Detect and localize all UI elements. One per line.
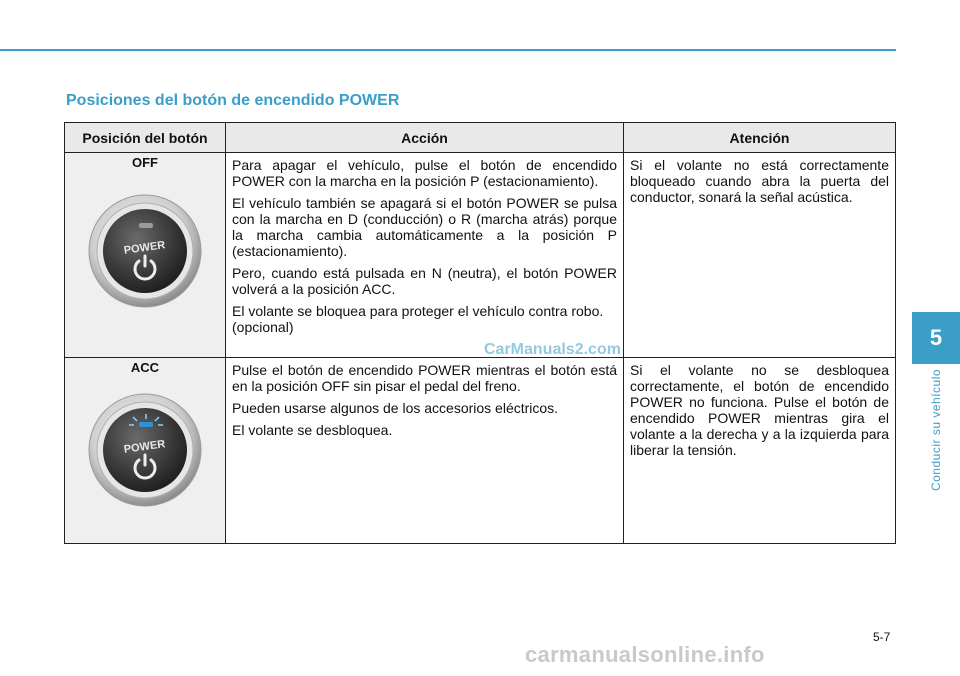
action-paragraph: El volante se bloquea para proteger el vehículo contra robo. (opcional)	[232, 303, 604, 335]
action-paragraph: Pueden usarse algunos de los accesorios eléctricos.	[232, 400, 559, 416]
watermark-bottom: carmanualsonline.info	[525, 642, 765, 667]
action-paragraph: El vehículo también se apagará si el botón POWER se pulsa con la marcha en D (conducción) o R (marcha atrás) porque la marcha cambia automáticamente a la posición P (estacionamiento).	[232, 195, 617, 259]
power-button-off-illustration	[87, 193, 203, 309]
top-rule	[0, 49, 896, 51]
attention-text: Si el volante no está correctamente bloqueado cuando abra la puerta del conductor, sonará la señal acústica.	[630, 157, 889, 205]
header-action: Acción	[226, 123, 624, 153]
section-title: Posiciones del botón de encendido POWER	[66, 92, 400, 109]
table-header-row	[65, 123, 896, 153]
action-paragraph: El volante se desbloquea.	[232, 422, 393, 438]
table-row-off	[65, 153, 896, 358]
page-number: 5-7	[873, 630, 891, 644]
action-cell	[226, 358, 624, 544]
chapter-tab: 5	[912, 312, 960, 364]
attention-cell	[624, 153, 896, 358]
attention-text: Si el volante no se desbloquea correctamente, el botón de encendido POWER no funciona. Pulse el botón de encendido POWER mientras gira el volante a la derecha y a la izquierda para liberar la tensión.	[630, 362, 889, 458]
power-button-text: POWER	[123, 239, 166, 257]
indicator-light	[139, 223, 153, 228]
action-paragraph: Pero, cuando está pulsada en N (neutra), el botón POWER volverá a la posición ACC.	[232, 265, 617, 297]
position-label: ACC	[130, 360, 160, 375]
power-button-table	[64, 122, 896, 544]
indicator-light	[139, 422, 153, 427]
watermark-mid: CarManuals2.com	[484, 341, 621, 358]
header-attention: Atención	[624, 123, 896, 153]
action-paragraph: Para apagar el vehículo, pulse el botón de encendido POWER con la marcha en la posición P (estacionamiento).	[232, 157, 617, 189]
action-paragraph: Pulse el botón de encendido POWER mientras el botón está en la posición OFF sin pisar el pedal del freno.	[232, 362, 617, 394]
power-button-text: POWER	[123, 438, 166, 456]
power-button-acc-illustration	[87, 392, 203, 508]
position-label: OFF	[132, 155, 158, 170]
chapter-label: Conducir su vehículo	[929, 368, 943, 492]
header-position: Posición del botón	[65, 123, 226, 153]
position-cell	[65, 358, 226, 544]
attention-cell	[624, 358, 896, 544]
table-row-acc	[65, 358, 896, 544]
action-cell	[226, 153, 624, 358]
position-cell	[65, 153, 226, 358]
